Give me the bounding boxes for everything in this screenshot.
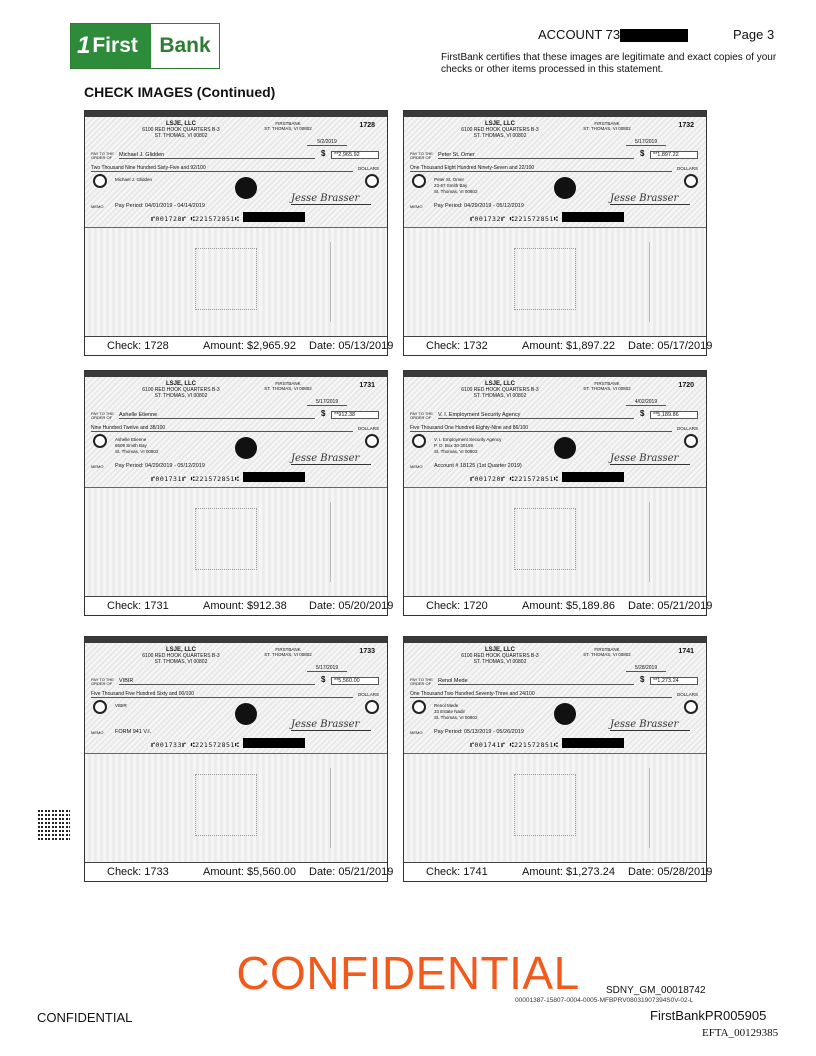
caption-date: Date: 05/17/2019 <box>628 340 713 352</box>
ring-right-icon <box>365 700 379 714</box>
signature: Jesse Brasser <box>610 193 690 205</box>
bank-block <box>572 647 642 657</box>
check-back-image <box>404 754 706 863</box>
caption-check-number: Check: 1720 <box>426 600 488 612</box>
section-title: CHECK IMAGES (Continued) <box>84 84 276 100</box>
payee-address-line: St. Thomas, VI 00802 <box>434 189 478 194</box>
payer-address-2: ST. THOMAS, VI 00802 <box>473 133 527 139</box>
seal-icon <box>235 703 257 725</box>
amount-words: Five Thousand One Hundred Eighty-Nine and 86/100 <box>410 425 672 432</box>
signature: Jesse Brasser <box>610 453 690 465</box>
caption-amount: Amount: $5,560.00 <box>203 866 296 878</box>
micr-line: ⑈001741⑈ ⑆221572851⑆ <box>470 741 559 749</box>
check-panel-1720 <box>403 370 713 616</box>
ring-left-icon <box>93 434 107 448</box>
handwritten-endorsement-area <box>330 768 375 848</box>
caption-date: Date: 05/20/2019 <box>309 600 394 612</box>
bank-stamp-area <box>514 774 576 836</box>
check-date: 5/17/2019 <box>626 139 666 146</box>
memo-label: MEMO <box>410 730 423 735</box>
payee-line: VIBIR <box>119 678 315 685</box>
seal-icon <box>235 437 257 459</box>
caption-check-number: Check: 1733 <box>107 866 169 878</box>
dollars-label: DOLLARS <box>676 166 698 171</box>
payee-address-line: St. Thomas, VI 00802 <box>115 449 159 454</box>
memo-line: Pay Period: 04/29/2019 - 05/12/2019 <box>115 463 205 469</box>
security-band <box>404 111 706 117</box>
payee-address-line: Renol Mede <box>434 703 459 708</box>
handwritten-endorsement-area <box>649 768 694 848</box>
payee-address-line: V. I. Employment Security Agency <box>434 437 502 442</box>
check-front-image <box>404 111 706 228</box>
check-front-image <box>404 371 706 488</box>
check-date: 5/2/2019 <box>307 139 347 146</box>
amount-box: **5,560.00 <box>331 677 379 685</box>
amount-box: **1,273.24 <box>650 677 698 685</box>
payee-address-line: Michael J. Glidden <box>115 177 153 182</box>
dollars-label: DOLLARS <box>357 692 379 697</box>
payee-address <box>115 437 158 455</box>
check-panel-1732 <box>403 110 713 356</box>
micr-line: ⑈001728⑈ ⑆221572851⑆ <box>151 215 240 223</box>
caption-check-number: Check: 1732 <box>426 340 488 352</box>
micr-line: ⑈001733⑈ ⑆221572851⑆ <box>151 741 240 749</box>
memo-label: MEMO <box>410 464 423 469</box>
security-band <box>85 637 387 643</box>
bank-stamp-area <box>195 248 257 310</box>
amount-words: Nine Hundred Twelve and 38/100 <box>91 425 353 432</box>
check-date: 5/28/2019 <box>626 665 666 672</box>
payee-line: Ashelle Etienne <box>119 412 315 419</box>
check-date: 5/17/2019 <box>307 399 347 406</box>
batch-id: 00001387-15807-0004-0005-MFBPRV08031907394S0V-02-L <box>515 997 694 1004</box>
check-caption <box>404 336 713 355</box>
micr-redaction <box>243 738 305 748</box>
memo-line: Pay Period: 04/01/2019 - 04/14/2019 <box>115 203 205 209</box>
dollar-sign: $ <box>321 149 326 158</box>
bank-name: FIRSTBANK <box>275 647 301 652</box>
memo-line: Pay Period: 04/29/2019 - 05/12/2019 <box>434 203 524 209</box>
amount-box: **5,189.86 <box>650 411 698 419</box>
ring-left-icon <box>412 700 426 714</box>
micr-line: ⑈001732⑈ ⑆221572851⑆ <box>470 215 559 223</box>
payee-address-line: Ashelle Etienne <box>115 437 147 442</box>
payer-address-1: 6100 RED HOOK QUARTERS B-3 <box>142 127 220 133</box>
payer-address-1: 6100 RED HOOK QUARTERS B-3 <box>142 387 220 393</box>
seal-icon <box>554 703 576 725</box>
bank-stamp-area <box>195 508 257 570</box>
check-caption <box>85 336 394 355</box>
check-number: 1732 <box>678 122 694 129</box>
confidential-stamp: CONFIDENTIAL <box>236 947 580 999</box>
payer-address-2: ST. THOMAS, VI 00802 <box>154 393 208 399</box>
caption-check-number: Check: 1741 <box>426 866 488 878</box>
payer-address-1: 6100 RED HOOK QUARTERS B-3 <box>461 653 539 659</box>
bank-address: ST. THOMAS, VI 00802 <box>264 652 312 657</box>
payer-block <box>141 381 221 399</box>
caption-date: Date: 05/28/2019 <box>628 866 713 878</box>
check-front-image <box>85 371 387 488</box>
account-number <box>538 27 688 42</box>
signature: Jesse Brasser <box>291 453 371 465</box>
payer-address-1: 6100 RED HOOK QUARTERS B-3 <box>461 127 539 133</box>
ring-right-icon <box>684 174 698 188</box>
handwritten-endorsement-area <box>649 502 694 582</box>
bank-address: ST. THOMAS, VI 00802 <box>264 126 312 131</box>
payee-address-line: Peter St. Omer <box>434 177 465 182</box>
dollars-label: DOLLARS <box>676 426 698 431</box>
confidential-label: CONFIDENTIAL <box>37 1010 133 1025</box>
handwritten-endorsement-area <box>649 242 694 322</box>
payee-address-line: St. Thomas, VI 00803 <box>434 449 478 454</box>
bank-block <box>572 381 642 391</box>
memo-label: MEMO <box>91 730 104 735</box>
payee-address <box>434 437 501 455</box>
logo-first: First <box>92 34 138 57</box>
amount-words: One Thousand Eight Hundred Ninety-Seven and 22/100 <box>410 165 672 172</box>
payer-address-2: ST. THOMAS, VI 00802 <box>473 393 527 399</box>
account-redaction <box>620 29 688 42</box>
seal-icon <box>235 177 257 199</box>
bank-block <box>253 381 323 391</box>
amount-box: **1,897.22 <box>650 151 698 159</box>
dollars-label: DOLLARS <box>357 166 379 171</box>
amount-words: Five Thousand Five Hundred Sixty and 00/100 <box>91 691 353 698</box>
check-back-image <box>404 228 706 337</box>
check-front-image <box>404 637 706 754</box>
ring-left-icon <box>93 174 107 188</box>
ring-right-icon <box>365 174 379 188</box>
bank-name: FIRSTBANK <box>594 381 620 386</box>
payee-address <box>115 177 152 183</box>
micr-line: ⑈001720⑈ ⑆221572851⑆ <box>470 475 559 483</box>
logo-one: 1 <box>77 32 91 59</box>
caption-date: Date: 05/21/2019 <box>628 600 713 612</box>
ring-left-icon <box>93 700 107 714</box>
amount-box: **2,965.92 <box>331 151 379 159</box>
bates-number: FirstBankPR005905 <box>650 1008 767 1023</box>
pay-to-label: PAY TO THE ORDER OF <box>410 677 433 686</box>
memo-label: MEMO <box>91 464 104 469</box>
bank-name: FIRSTBANK <box>275 381 301 386</box>
check-panel-1728 <box>84 110 394 356</box>
check-number: 1733 <box>359 648 375 655</box>
check-front-image <box>85 111 387 228</box>
bank-address: ST. THOMAS, VI 00802 <box>583 386 631 391</box>
seal-icon <box>554 177 576 199</box>
ring-left-icon <box>412 434 426 448</box>
pay-to-label: PAY TO THE ORDER OF <box>91 677 114 686</box>
security-band <box>404 371 706 377</box>
check-number: 1741 <box>678 648 694 655</box>
caption-date: Date: 05/13/2019 <box>309 340 394 352</box>
payee-address-line: 6509 Smith Bay <box>115 443 147 448</box>
payer-name: LSJE, LLC <box>484 121 515 127</box>
check-panel-1731 <box>84 370 394 616</box>
ring-right-icon <box>684 434 698 448</box>
payer-address-1: 6100 RED HOOK QUARTERS B-3 <box>142 653 220 659</box>
dollar-sign: $ <box>321 409 326 418</box>
certification-text: FirstBank certifies that these images are legitimate and exact copies of your checks or other items processed in this statement. <box>441 52 777 75</box>
bank-name: FIRSTBANK <box>594 121 620 126</box>
payer-address-2: ST. THOMAS, VI 00802 <box>154 659 208 665</box>
amount-words: Two Thousand Nine Hundred Sixty-Five and 92/100 <box>91 165 353 172</box>
caption-amount: Amount: $5,189.86 <box>522 600 615 612</box>
memo-label: MEMO <box>91 204 104 209</box>
bank-address: ST. THOMAS, VI 00802 <box>583 126 631 131</box>
pay-to-label: PAY TO THE ORDER OF <box>91 151 114 160</box>
caption-amount: Amount: $912.38 <box>203 600 287 612</box>
micr-redaction <box>562 738 624 748</box>
signature: Jesse Brasser <box>291 719 371 731</box>
ring-right-icon <box>365 434 379 448</box>
firstbank-logo <box>70 23 220 69</box>
qr-code-icon <box>38 808 70 840</box>
micr-line: ⑈001731⑈ ⑆221572851⑆ <box>151 475 240 483</box>
check-number: 1728 <box>359 122 375 129</box>
bank-name: FIRSTBANK <box>594 647 620 652</box>
caption-date: Date: 05/21/2019 <box>309 866 394 878</box>
payee-line: Peter St. Omer <box>438 152 634 159</box>
handwritten-endorsement-area <box>330 242 375 322</box>
check-back-image <box>85 228 387 337</box>
payer-block <box>141 647 221 665</box>
sdny-number: SDNY_GM_00018742 <box>606 985 706 996</box>
efta-number: EFTA_00129385 <box>702 1027 779 1039</box>
caption-amount: Amount: $1,273.24 <box>522 866 615 878</box>
amount-words: One Thousand Two Hundred Seventy-Three and 24/100 <box>410 691 672 698</box>
bank-block <box>572 121 642 131</box>
payee-line: Michael J. Glidden <box>119 152 315 159</box>
dollar-sign: $ <box>640 675 645 684</box>
bank-name: FIRSTBANK <box>275 121 301 126</box>
pay-to-label: PAY TO THE ORDER OF <box>91 411 114 420</box>
payer-address-1: 6100 RED HOOK QUARTERS B-3 <box>461 387 539 393</box>
micr-redaction <box>562 472 624 482</box>
dollars-label: DOLLARS <box>357 426 379 431</box>
payer-block <box>460 647 540 665</box>
logo-green-block <box>71 24 151 68</box>
ring-right-icon <box>684 700 698 714</box>
payer-block <box>460 381 540 399</box>
payer-block <box>141 121 221 139</box>
bank-address: ST. THOMAS, VI 00802 <box>583 652 631 657</box>
memo-line: Account # 18125 (1st Quarter 2019) <box>434 463 522 469</box>
payee-address <box>434 177 477 195</box>
check-caption <box>85 596 394 615</box>
security-band <box>85 371 387 377</box>
security-band <box>404 637 706 643</box>
pay-to-label: PAY TO THE ORDER OF <box>410 411 433 420</box>
payer-name: LSJE, LLC <box>165 381 196 387</box>
security-band <box>85 111 387 117</box>
dollars-label: DOLLARS <box>676 692 698 697</box>
payee-address <box>115 703 127 709</box>
payer-address-2: ST. THOMAS, VI 00802 <box>473 659 527 665</box>
payee-address-line: 23-67 Smith Bay <box>434 183 468 188</box>
seal-icon <box>554 437 576 459</box>
ring-left-icon <box>412 174 426 188</box>
memo-line: FORM 941 V.I. <box>115 729 152 735</box>
check-caption <box>404 862 713 881</box>
logo-bank: Bank <box>159 34 211 57</box>
bank-address: ST. THOMAS, VI 00802 <box>264 386 312 391</box>
caption-check-number: Check: 1728 <box>107 340 169 352</box>
payer-name: LSJE, LLC <box>165 121 196 127</box>
check-front-image <box>85 637 387 754</box>
check-back-image <box>85 488 387 597</box>
check-back-image <box>85 754 387 863</box>
signature: Jesse Brasser <box>610 719 690 731</box>
pay-to-label: PAY TO THE ORDER OF <box>410 151 433 160</box>
payer-name: LSJE, LLC <box>484 381 515 387</box>
payee-address-line: P. O. Box 30-30159 <box>434 443 473 448</box>
payer-name: LSJE, LLC <box>165 647 196 653</box>
memo-label: MEMO <box>410 204 423 209</box>
signature: Jesse Brasser <box>291 193 371 205</box>
amount-box: **912.38 <box>331 411 379 419</box>
payee-address <box>434 703 477 721</box>
caption-amount: Amount: $2,965.92 <box>203 340 296 352</box>
micr-redaction <box>243 212 305 222</box>
micr-redaction <box>243 472 305 482</box>
dollar-sign: $ <box>321 675 326 684</box>
check-date: 4/02/2019 <box>626 399 666 406</box>
payer-name: LSJE, LLC <box>484 647 515 653</box>
caption-check-number: Check: 1731 <box>107 600 169 612</box>
bank-stamp-area <box>514 248 576 310</box>
payee-address-line: 33 Estate Nadir <box>434 709 466 714</box>
check-caption <box>404 596 713 615</box>
payee-line: V. I. Employment Security Agency <box>438 412 634 419</box>
page-number: Page 3 <box>733 27 775 42</box>
micr-redaction <box>562 212 624 222</box>
check-date: 5/17/2019 <box>307 665 347 672</box>
check-panel-1741 <box>403 636 713 882</box>
handwritten-endorsement-area <box>330 502 375 582</box>
check-back-image <box>404 488 706 597</box>
account-label: ACCOUNT 73 <box>538 27 621 42</box>
bank-block <box>253 121 323 131</box>
caption-amount: Amount: $1,897.22 <box>522 340 615 352</box>
payee-address-line: VIBIR <box>115 703 127 708</box>
dollar-sign: $ <box>640 409 645 418</box>
check-number: 1720 <box>678 382 694 389</box>
check-caption <box>85 862 394 881</box>
payee-line: Renol Mede <box>438 678 634 685</box>
bank-stamp-area <box>195 774 257 836</box>
memo-line: Pay Period: 05/13/2019 - 05/26/2019 <box>434 729 524 735</box>
payer-address-2: ST. THOMAS, VI 00802 <box>154 133 208 139</box>
dollar-sign: $ <box>640 149 645 158</box>
payer-block <box>460 121 540 139</box>
payee-address-line: St. Thomas, VI 00802 <box>434 715 478 720</box>
bank-block <box>253 647 323 657</box>
check-panel-1733 <box>84 636 394 882</box>
bank-stamp-area <box>514 508 576 570</box>
check-number: 1731 <box>359 382 375 389</box>
